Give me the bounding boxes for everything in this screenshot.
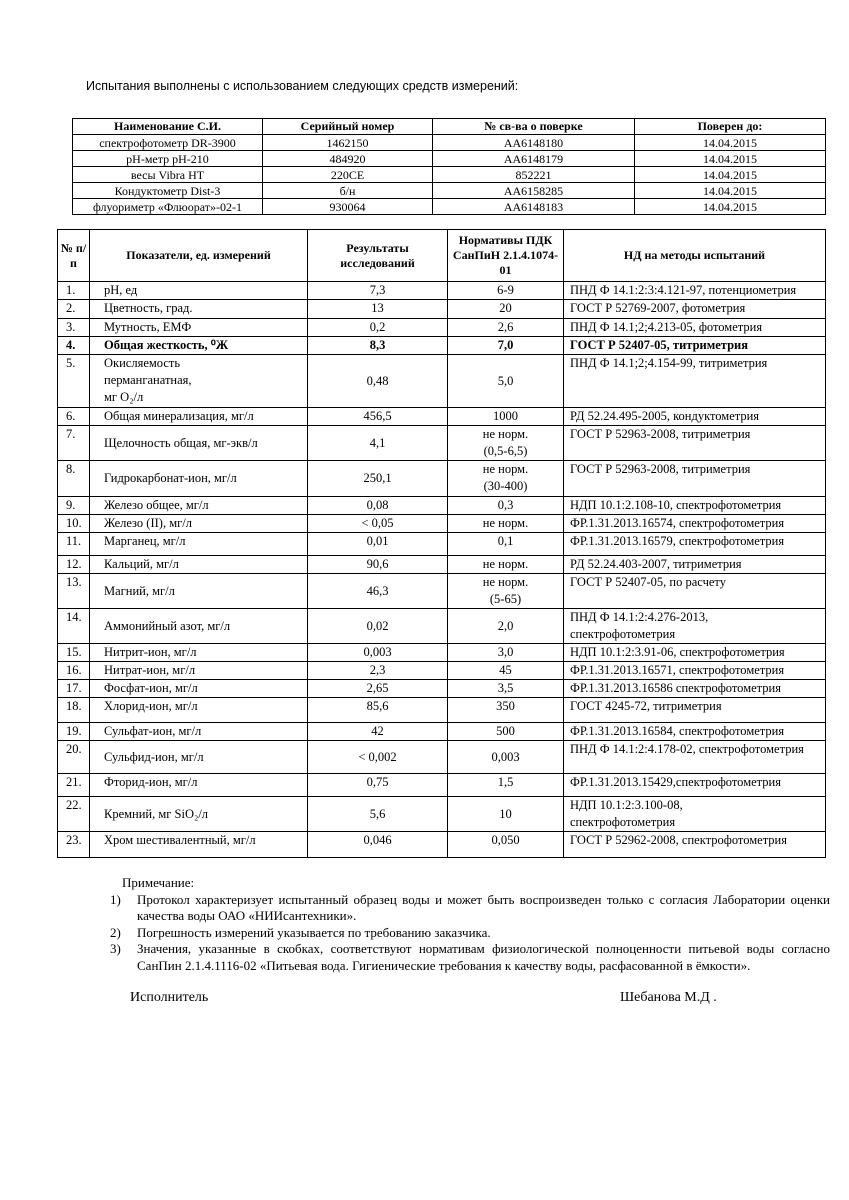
table-row [58,282,826,300]
indicator-cell: Общая жесткость, ⁰Ж [90,337,308,355]
row-number: 5. [58,355,90,408]
norm-cell: 0,050 [448,832,564,858]
norm-cell: 7,0 [448,337,564,355]
row-number: 6. [58,408,90,426]
note-number: 1) [110,891,121,907]
norm-cell: 0,1 [448,533,564,556]
table-row [58,355,826,408]
method-cell: ПНД Ф 14.1;2;4.154-99, титриметрия [564,355,826,408]
table-row [58,556,826,574]
table-row [58,461,826,497]
norm-cell: 6-9 [448,282,564,300]
column-header-nd: НД на методы испытаний [564,230,826,282]
method-cell: ПНД Ф 14.1;2;4.213-05, фотометрия [564,319,826,337]
table-cell: 1462150 [263,135,433,151]
norm-cell: 1,5 [448,774,564,797]
row-number: 11. [58,533,90,556]
method-cell: ГОСТ Р 52963-2008, титриметрия [564,461,826,497]
norm-line: (0,5-6,5) [483,444,528,458]
signature-name: Шебанова М.Д . [620,990,717,1005]
result-cell: 0,01 [308,533,448,556]
table-cell: АА6148179 [433,151,635,167]
column-header-norm: Нормативы ПДК СанПиН 2.1.4.1074-01 [448,230,564,282]
method-cell [564,797,826,832]
indicator-line: мг O₂/л [104,390,144,404]
table-row [58,337,826,355]
norm-line: не норм. [482,427,529,441]
result-cell: 0,75 [308,774,448,797]
table-header-row [73,119,826,135]
norm-cell [448,574,564,609]
method-cell: ГОСТ Р 52962-2008, спектрофотометрия [564,832,826,858]
indicator-cell: Сульфид-ион, мг/л [90,741,308,774]
result-cell: 0,48 [308,355,448,408]
table-header-row [58,230,826,282]
method-cell: ФР.1.31.2013.16586 спектрофотометрия [564,680,826,698]
table-row [73,167,826,183]
norm-cell: 3,5 [448,680,564,698]
result-cell: 42 [308,723,448,741]
column-header-result: Результаты исследований [308,230,448,282]
indicator-cell: Фосфат-ион, мг/л [90,680,308,698]
table-cell: 220CE [263,167,433,183]
column-header: Серийный номер [263,119,433,135]
norm-cell: 1000 [448,408,564,426]
table-cell: 14.04.2015 [635,199,826,215]
note-text: Значения, указанные в скобках, соответствуют нормативам физиологической полноценности питьевой воды согласно СанПин 2.1.4.1116-02 «Питьевая вода. Гигиенические требования к качеству воды, расфасованной в ёмкости». [137,941,830,973]
norm-cell [448,461,564,497]
method-cell: НДП 10.1:2:3.91-06, спектрофотометрия [564,644,826,662]
table-cell: 14.04.2015 [635,151,826,167]
result-cell: 0,02 [308,609,448,644]
row-number: 21. [58,774,90,797]
row-number: 18. [58,698,90,723]
table-cell: 930064 [263,199,433,215]
norm-cell [448,426,564,461]
row-number: 7. [58,426,90,461]
result-cell: 250,1 [308,461,448,497]
table-row [58,319,826,337]
row-number: 8. [58,461,90,497]
indicator-cell: Хром шестивалентный, мг/л [90,832,308,858]
row-number: 22. [58,797,90,832]
indicator-line: перманганатная, [104,373,192,387]
norm-cell: 350 [448,698,564,723]
indicator-cell: Магний, мг/л [90,574,308,609]
method-line: НДП 10.1:2:3.100-08, [570,798,683,812]
row-number: 2. [58,300,90,319]
method-cell [564,609,826,644]
result-cell: 0,2 [308,319,448,337]
note-title: Примечание: [122,875,195,890]
signature-role: Исполнитель [130,990,209,1005]
result-cell: < 0,002 [308,741,448,774]
method-cell: ПНД Ф 14.1:2:4.178-02, спектрофотометрия [564,741,826,774]
column-header-indicator: Показатели, ед. измерений [90,230,308,282]
table-cell: спектрофотометр DR-3900 [73,135,263,151]
table-cell: б/н [263,183,433,199]
row-number: 15. [58,644,90,662]
table-row [73,199,826,215]
indicator-cell: Аммонийный азот, мг/л [90,609,308,644]
method-cell: РД 52.24.495-2005, кондуктометрия [564,408,826,426]
row-number: 17. [58,680,90,698]
row-number: 20. [58,741,90,774]
row-number: 23. [58,832,90,858]
method-line: ПНД Ф 14.1:2:4.276-2013, [570,610,709,624]
norm-cell: 2,6 [448,319,564,337]
table-row [73,183,826,199]
norm-cell: 45 [448,662,564,680]
result-cell: 2,3 [308,662,448,680]
table-row [58,680,826,698]
table-cell: 14.04.2015 [635,183,826,199]
norm-cell: 10 [448,797,564,832]
indicator-line: Окисляемость [104,356,181,370]
indicator-cell: Щелочность общая, мг-экв/л [90,426,308,461]
row-number: 9. [58,497,90,515]
table-row [58,497,826,515]
indicator-cell: pH, ед [90,282,308,300]
note-item [110,892,830,925]
note-number: 3) [110,941,121,956]
table-row [58,609,826,644]
indicator-cell: Фторид-ион, мг/л [90,774,308,797]
row-number: 10. [58,515,90,533]
indicator-cell: Кремний, мг SiO₂/л [90,797,308,832]
row-number: 14. [58,609,90,644]
result-cell: 46,3 [308,574,448,609]
norm-cell: 0,3 [448,497,564,515]
indicator-cell: Мутность, ЕМФ [90,319,308,337]
table-row [58,426,826,461]
result-cell: 2,65 [308,680,448,698]
note-item [110,925,830,942]
note-number: 2) [110,924,121,940]
result-cell: 13 [308,300,448,319]
indicator-cell: Марганец, мг/л [90,533,308,556]
column-header-num: № п/п [58,230,90,282]
indicator-cell: Железо общее, мг/л [90,497,308,515]
result-cell: 5,6 [308,797,448,832]
norm-line: (30-400) [483,479,528,493]
result-cell: 8,3 [308,337,448,355]
row-number: 16. [58,662,90,680]
table-row [73,151,826,167]
table-cell: 852221 [433,167,635,183]
result-cell: 0,046 [308,832,448,858]
table-cell: 484920 [263,151,433,167]
method-cell: ГОСТ Р 52769-2007, фотометрия [564,300,826,319]
norm-cell: 2,0 [448,609,564,644]
method-cell: ФР.1.31.2013.16571, спектрофотометрия [564,662,826,680]
table-row [58,515,826,533]
note-list [110,892,830,975]
method-cell: ГОСТ Р 52407-05, титриметрия [564,337,826,355]
row-number: 19. [58,723,90,741]
table-cell: рН-метр рН-210 [73,151,263,167]
table-row [58,797,826,832]
method-cell: РД 52.24.403-2007, титриметрия [564,556,826,574]
table-row [58,662,826,680]
intro-text: Испытания выполнены с использованием следующих средств измерений: [86,79,519,93]
table-row [58,741,826,774]
table-row [58,533,826,556]
result-cell: 4,1 [308,426,448,461]
table-row [73,135,826,151]
method-cell: ФР.1.31.2013.16574, спектрофотометрия [564,515,826,533]
table-cell: флуориметр «Флюорат»-02-1 [73,199,263,215]
indicator-cell: Хлорид-ион, мг/л [90,698,308,723]
table-cell: АА6148183 [433,199,635,215]
table-cell: Кондуктометр Dist-3 [73,183,263,199]
column-header: № св-ва о поверке [433,119,635,135]
table-row [58,723,826,741]
table-row [58,774,826,797]
table-cell: 14.04.2015 [635,167,826,183]
table-row [58,408,826,426]
note-item [110,941,830,974]
norm-line: (5-65) [489,592,522,606]
table-row [58,644,826,662]
norm-cell: не норм. [448,515,564,533]
indicator-cell: Железо (II), мг/л [90,515,308,533]
method-cell: ГОСТ Р 52407-05, по расчету [564,574,826,609]
row-number: 1. [58,282,90,300]
note-section [110,875,830,974]
indicator-cell: Общая минерализация, мг/л [90,408,308,426]
norm-cell: 0,003 [448,741,564,774]
method-cell: ФР.1.31.2013.15429,спектрофотометрия [564,774,826,797]
method-cell: ГОСТ Р 52963-2008, титриметрия [564,426,826,461]
table-row [58,832,826,858]
indicator-cell: Гидрокарбонат-ион, мг/л [90,461,308,497]
indicator-cell: Сульфат-ион, мг/л [90,723,308,741]
norm-cell: 20 [448,300,564,319]
indicator-cell: Кальций, мг/л [90,556,308,574]
table-cell: АА6158285 [433,183,635,199]
method-cell: НДП 10.1:2.108-10, спектрофотометрия [564,497,826,515]
norm-cell: 5,0 [448,355,564,408]
norm-cell: 3,0 [448,644,564,662]
norm-line: не норм. [482,575,529,589]
result-cell: 0,08 [308,497,448,515]
result-cell: 85,6 [308,698,448,723]
column-header: Поверен до: [635,119,826,135]
column-header: Наименование С.И. [73,119,263,135]
norm-cell: 500 [448,723,564,741]
result-cell: 7,3 [308,282,448,300]
instruments-table [72,118,826,215]
row-number: 13. [58,574,90,609]
results-table [57,229,826,858]
table-row [58,300,826,319]
method-cell: ГОСТ 4245-72, титриметрия [564,698,826,723]
indicator-cell: Цветность, град. [90,300,308,319]
table-cell: 14.04.2015 [635,135,826,151]
indicator-cell: Нитрат-ион, мг/л [90,662,308,680]
row-number: 12. [58,556,90,574]
row-number: 4. [58,337,90,355]
table-row [58,698,826,723]
result-cell: < 0,05 [308,515,448,533]
norm-line: не норм. [482,462,529,476]
method-cell: ПНД Ф 14.1:2:3:4.121-97, потенциометрия [564,282,826,300]
method-cell: ФР.1.31.2013.16579, спектрофотометрия [564,533,826,556]
note-text: Погрешность измерений указывается по требованию заказчика. [137,924,491,940]
method-line: спектрофотометрия [570,815,676,829]
result-cell: 0,003 [308,644,448,662]
row-number: 3. [58,319,90,337]
table-cell: весы Vibra HT [73,167,263,183]
indicator-cell [90,355,308,408]
method-cell: ФР.1.31.2013.16584, спектрофотометрия [564,723,826,741]
note-text: Протокол характеризует испытанный образец воды и может быть воспроизведен только с согласия Лаборатории оценки качества воды ОАО «НИИсантехники». [137,891,830,923]
indicator-cell: Нитрит-ион, мг/л [90,644,308,662]
result-cell: 456,5 [308,408,448,426]
table-row [58,574,826,609]
method-line: спектрофотометрия [570,627,676,641]
table-cell: АА6148180 [433,135,635,151]
norm-cell: не норм. [448,556,564,574]
result-cell: 90,6 [308,556,448,574]
